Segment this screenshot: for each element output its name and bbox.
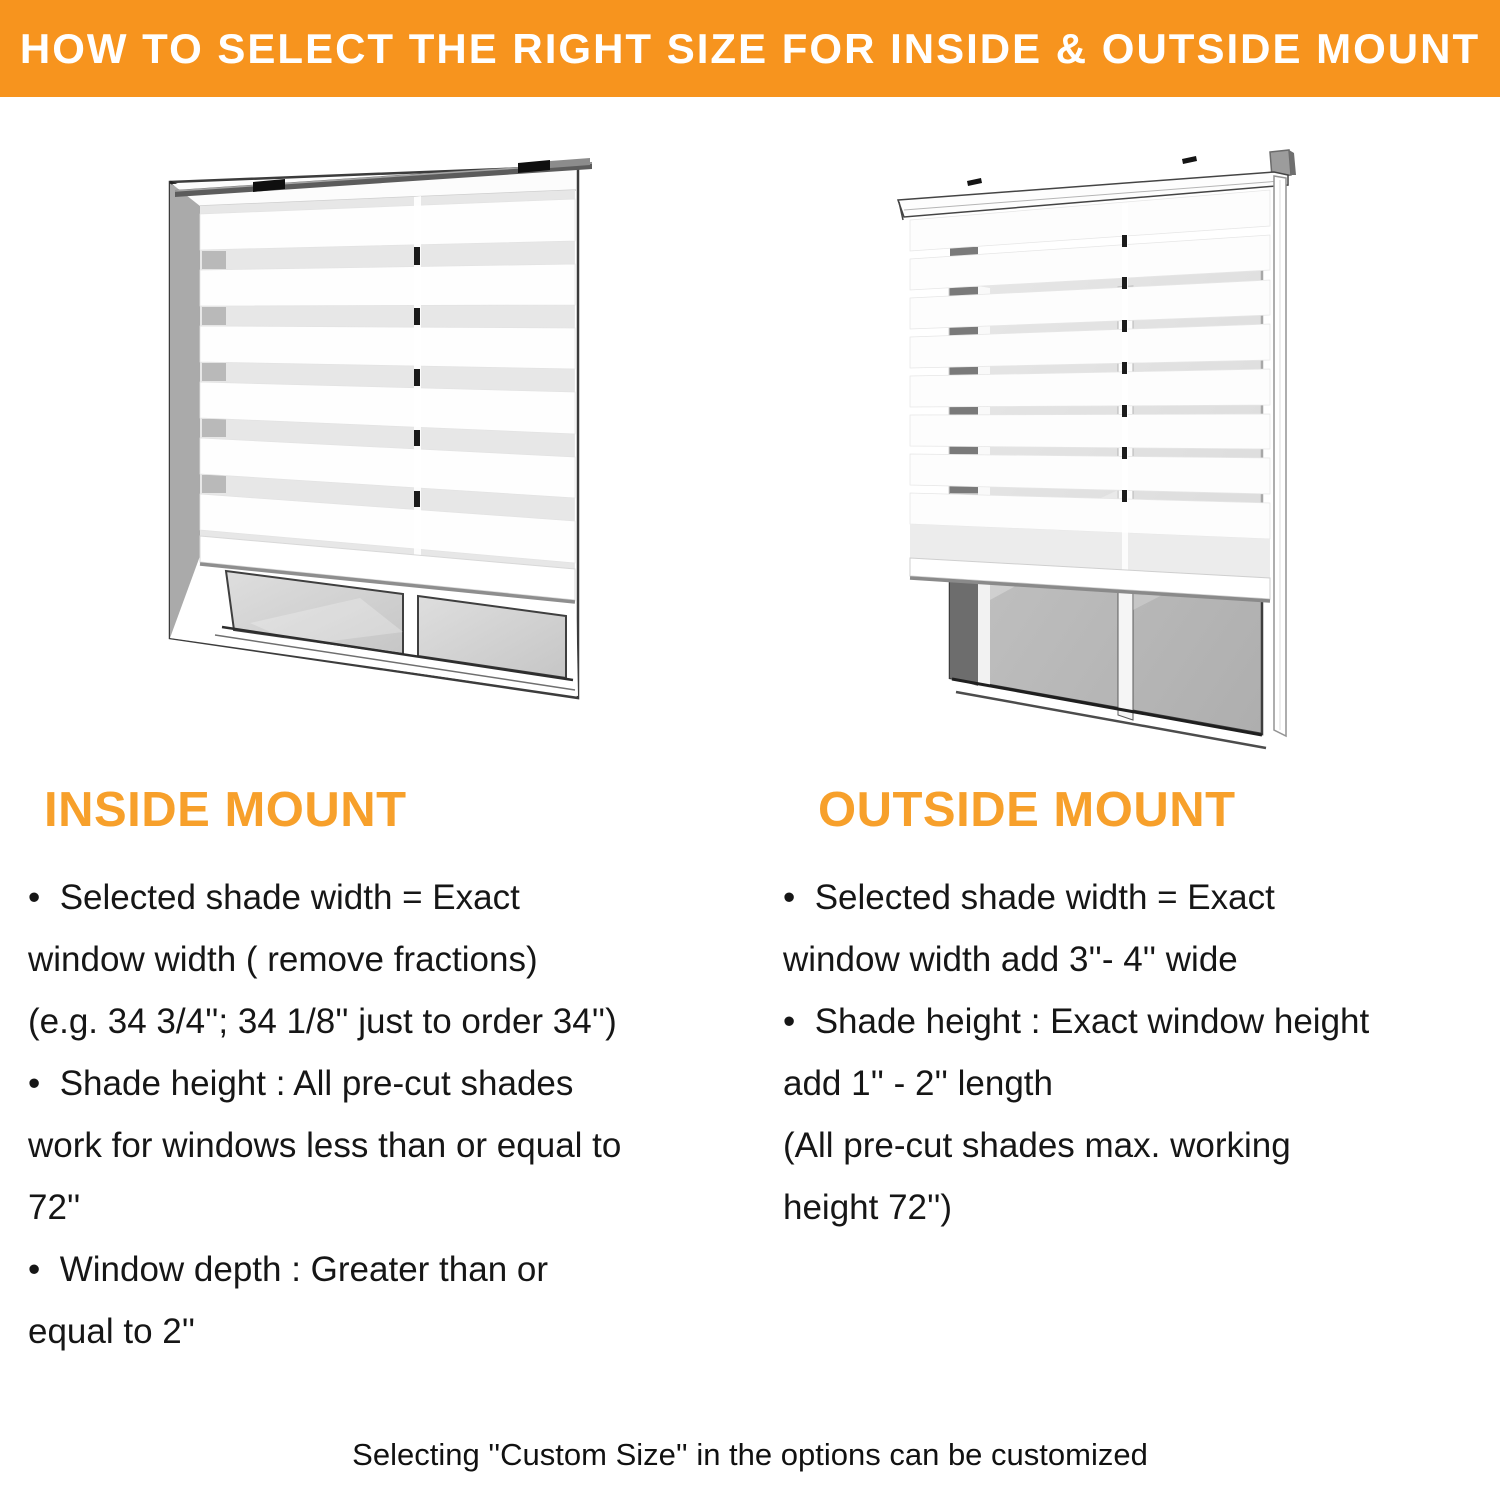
outside-mount-illustration <box>870 130 1430 770</box>
header-banner <box>0 0 1500 97</box>
instruction-line: window width ( remove fractions) <box>28 940 538 979</box>
side-rail <box>1274 176 1286 736</box>
zebra-shade <box>200 190 575 602</box>
outside-mount-instructions <box>783 867 1500 1239</box>
inside-mount-instructions <box>28 867 758 1363</box>
banner-title: HOW TO SELECT THE RIGHT SIZE FOR INSIDE & OUTSIDE MOUNT <box>19 24 1481 72</box>
instruction-line: add 1'' - 2'' length <box>783 1064 1053 1103</box>
instruction-line: window width add 3''- 4'' wide <box>783 940 1238 979</box>
outside-mount-heading: OUTSIDE MOUNT <box>818 783 1236 837</box>
instruction-line: 72'' <box>28 1188 81 1227</box>
instruction-line: equal to 2'' <box>28 1312 196 1351</box>
instruction-line: work for windows less than or equal to <box>28 1126 622 1165</box>
instruction-line: • Selected shade width = Exact <box>783 878 1275 917</box>
instruction-line: • Shade height : All pre-cut shades <box>28 1064 574 1103</box>
footer-note: Selecting ''Custom Size'' in the options can be customized <box>352 1437 1148 1472</box>
instruction-line: • Window depth : Greater than or <box>28 1250 549 1289</box>
instruction-line: height 72'') <box>783 1188 953 1227</box>
inside-mount-heading: INSIDE MOUNT <box>44 783 407 837</box>
instruction-line: (e.g. 34 3/4''; 34 1/8'' just to order 34'') <box>28 1002 617 1041</box>
zebra-shade <box>910 190 1270 601</box>
outside-mount-window-drawing <box>870 130 1430 770</box>
instruction-line: • Shade height : Exact window height <box>783 1002 1370 1041</box>
instruction-line: (All pre-cut shades max. working <box>783 1126 1291 1165</box>
inside-mount-window-drawing <box>120 130 680 770</box>
inside-mount-illustration <box>120 130 680 770</box>
instruction-line: • Selected shade width = Exact <box>28 878 520 917</box>
fabric-seam <box>1122 203 1128 580</box>
